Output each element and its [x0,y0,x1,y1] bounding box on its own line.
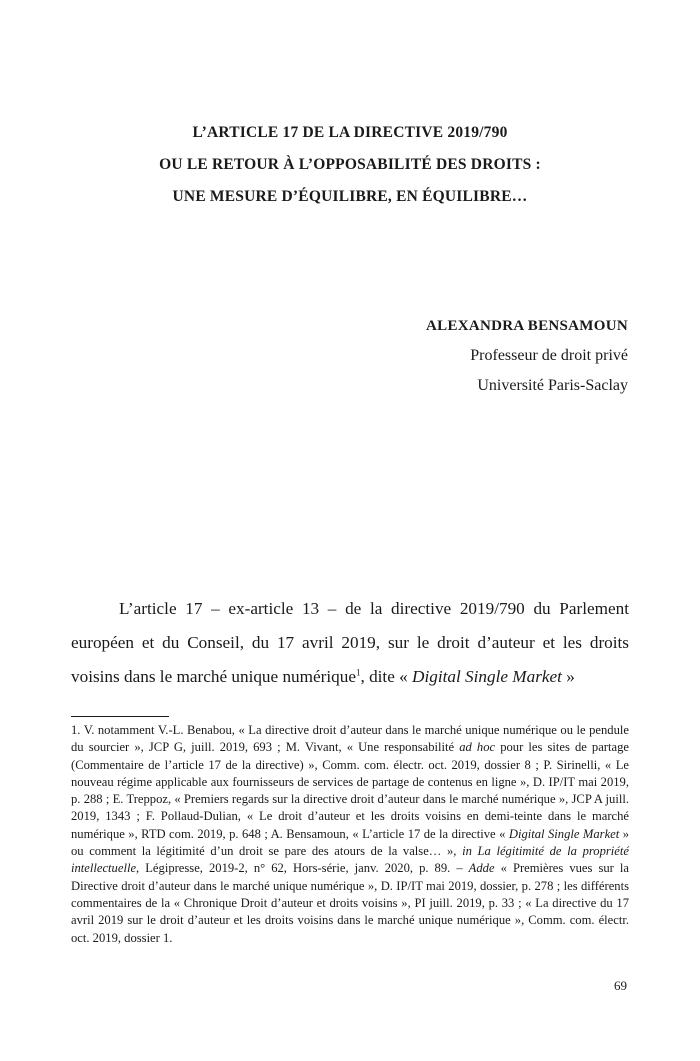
footnote-italic-4: Adde [468,861,495,876]
footnote-italic-2: Digital Single Market [508,826,620,841]
author-name: ALEXANDRA BENSAMOUN [426,318,628,334]
body-italic-term: Digital Single Market [412,667,562,686]
author-block [426,311,628,401]
footnote-text-5: « Premières vues sur la Directive droit d’auteur dans le marché unique numérique », D. IP/IT mai 2019, dossier, p. 278 ; les différents commentaires de la « Chronique Droit d’auteur et droits voisins », PI juill. 2019, p. 33 ; « La directive du 17 avril 2019 sur le droit d’auteur et les droits voisins dans le marché unique numérique », Comm. com. électr. oct. 2019, dossier 1. [71,861,629,945]
footnote-text-2: pour les sites de partage (Commentaire de l’article 17 de la directive) », Comm. com. électr. oct. 2019, dossier 8 ; P. Sirinelli, « Le nouveau régime applicable aux fournisseurs de services de partage de contenus en ligne », D. IP/IT mai 2019, p. 288 ; E. Treppoz, « Premiers regards sur la directive droit d’auteur dans le marché numérique », JCP A juill. 2019, 1343 ; F. Pollaud-Dulian, « Le droit d’auteur et les droits voisins en demi-teinte dans le marché numérique », RTD com. 2019, p. 648 ; A. Bensamoun, « L’article 17 de la directive « [71,740,629,841]
body-text-main: L’article 17 – ex-article 13 – de la directive 2019/790 du Parlement européen et du Conseil, du 17 avril 2019, sur le droit d’auteur et les droits voisins dans le marché unique numérique [71,599,629,686]
body-text-end: » [561,667,575,686]
title-line-2: OU LE RETOUR À L’OPPOSABILITÉ DES DROITS : [159,156,541,173]
page-number: 69 [614,978,627,993]
body-text-after-ref: , dite « [360,667,413,686]
footnote-reference[interactable]: 1 [355,667,361,678]
article-title [80,117,620,213]
author-position: Professeur de droit privé [470,347,628,364]
footnote-1 [71,722,629,947]
footnote-text-1: 1. V. notamment V.-L. Benabou, « La directive droit d’auteur dans le marché unique numérique ou le pendule du sourcier », JCP G, juill. 2019, 693 ; M. Vivant, « Une responsabilité [71,723,629,755]
title-line-3: UNE MESURE D’ÉQUILIBRE, EN ÉQUILIBRE… [172,188,528,205]
body-paragraph [71,592,629,694]
footnote-italic-3: in La légitimité de la propriété intellectuelle [71,844,629,876]
footnote-text-3: » ou comment la légitimité d’un droit se pare des atours de la valse… », [71,826,630,859]
title-line-1: L’ARTICLE 17 DE LA DIRECTIVE 2019/790 [192,124,508,141]
footnote-text-4: , Légipresse, 2019-2, n° 62, Hors-série, janv. 2020, p. 89. – [136,861,469,876]
author-institution: Université Paris-Saclay [477,377,628,394]
footnote-italic-1: ad hoc [459,740,496,755]
footnote-separator [71,716,169,717]
